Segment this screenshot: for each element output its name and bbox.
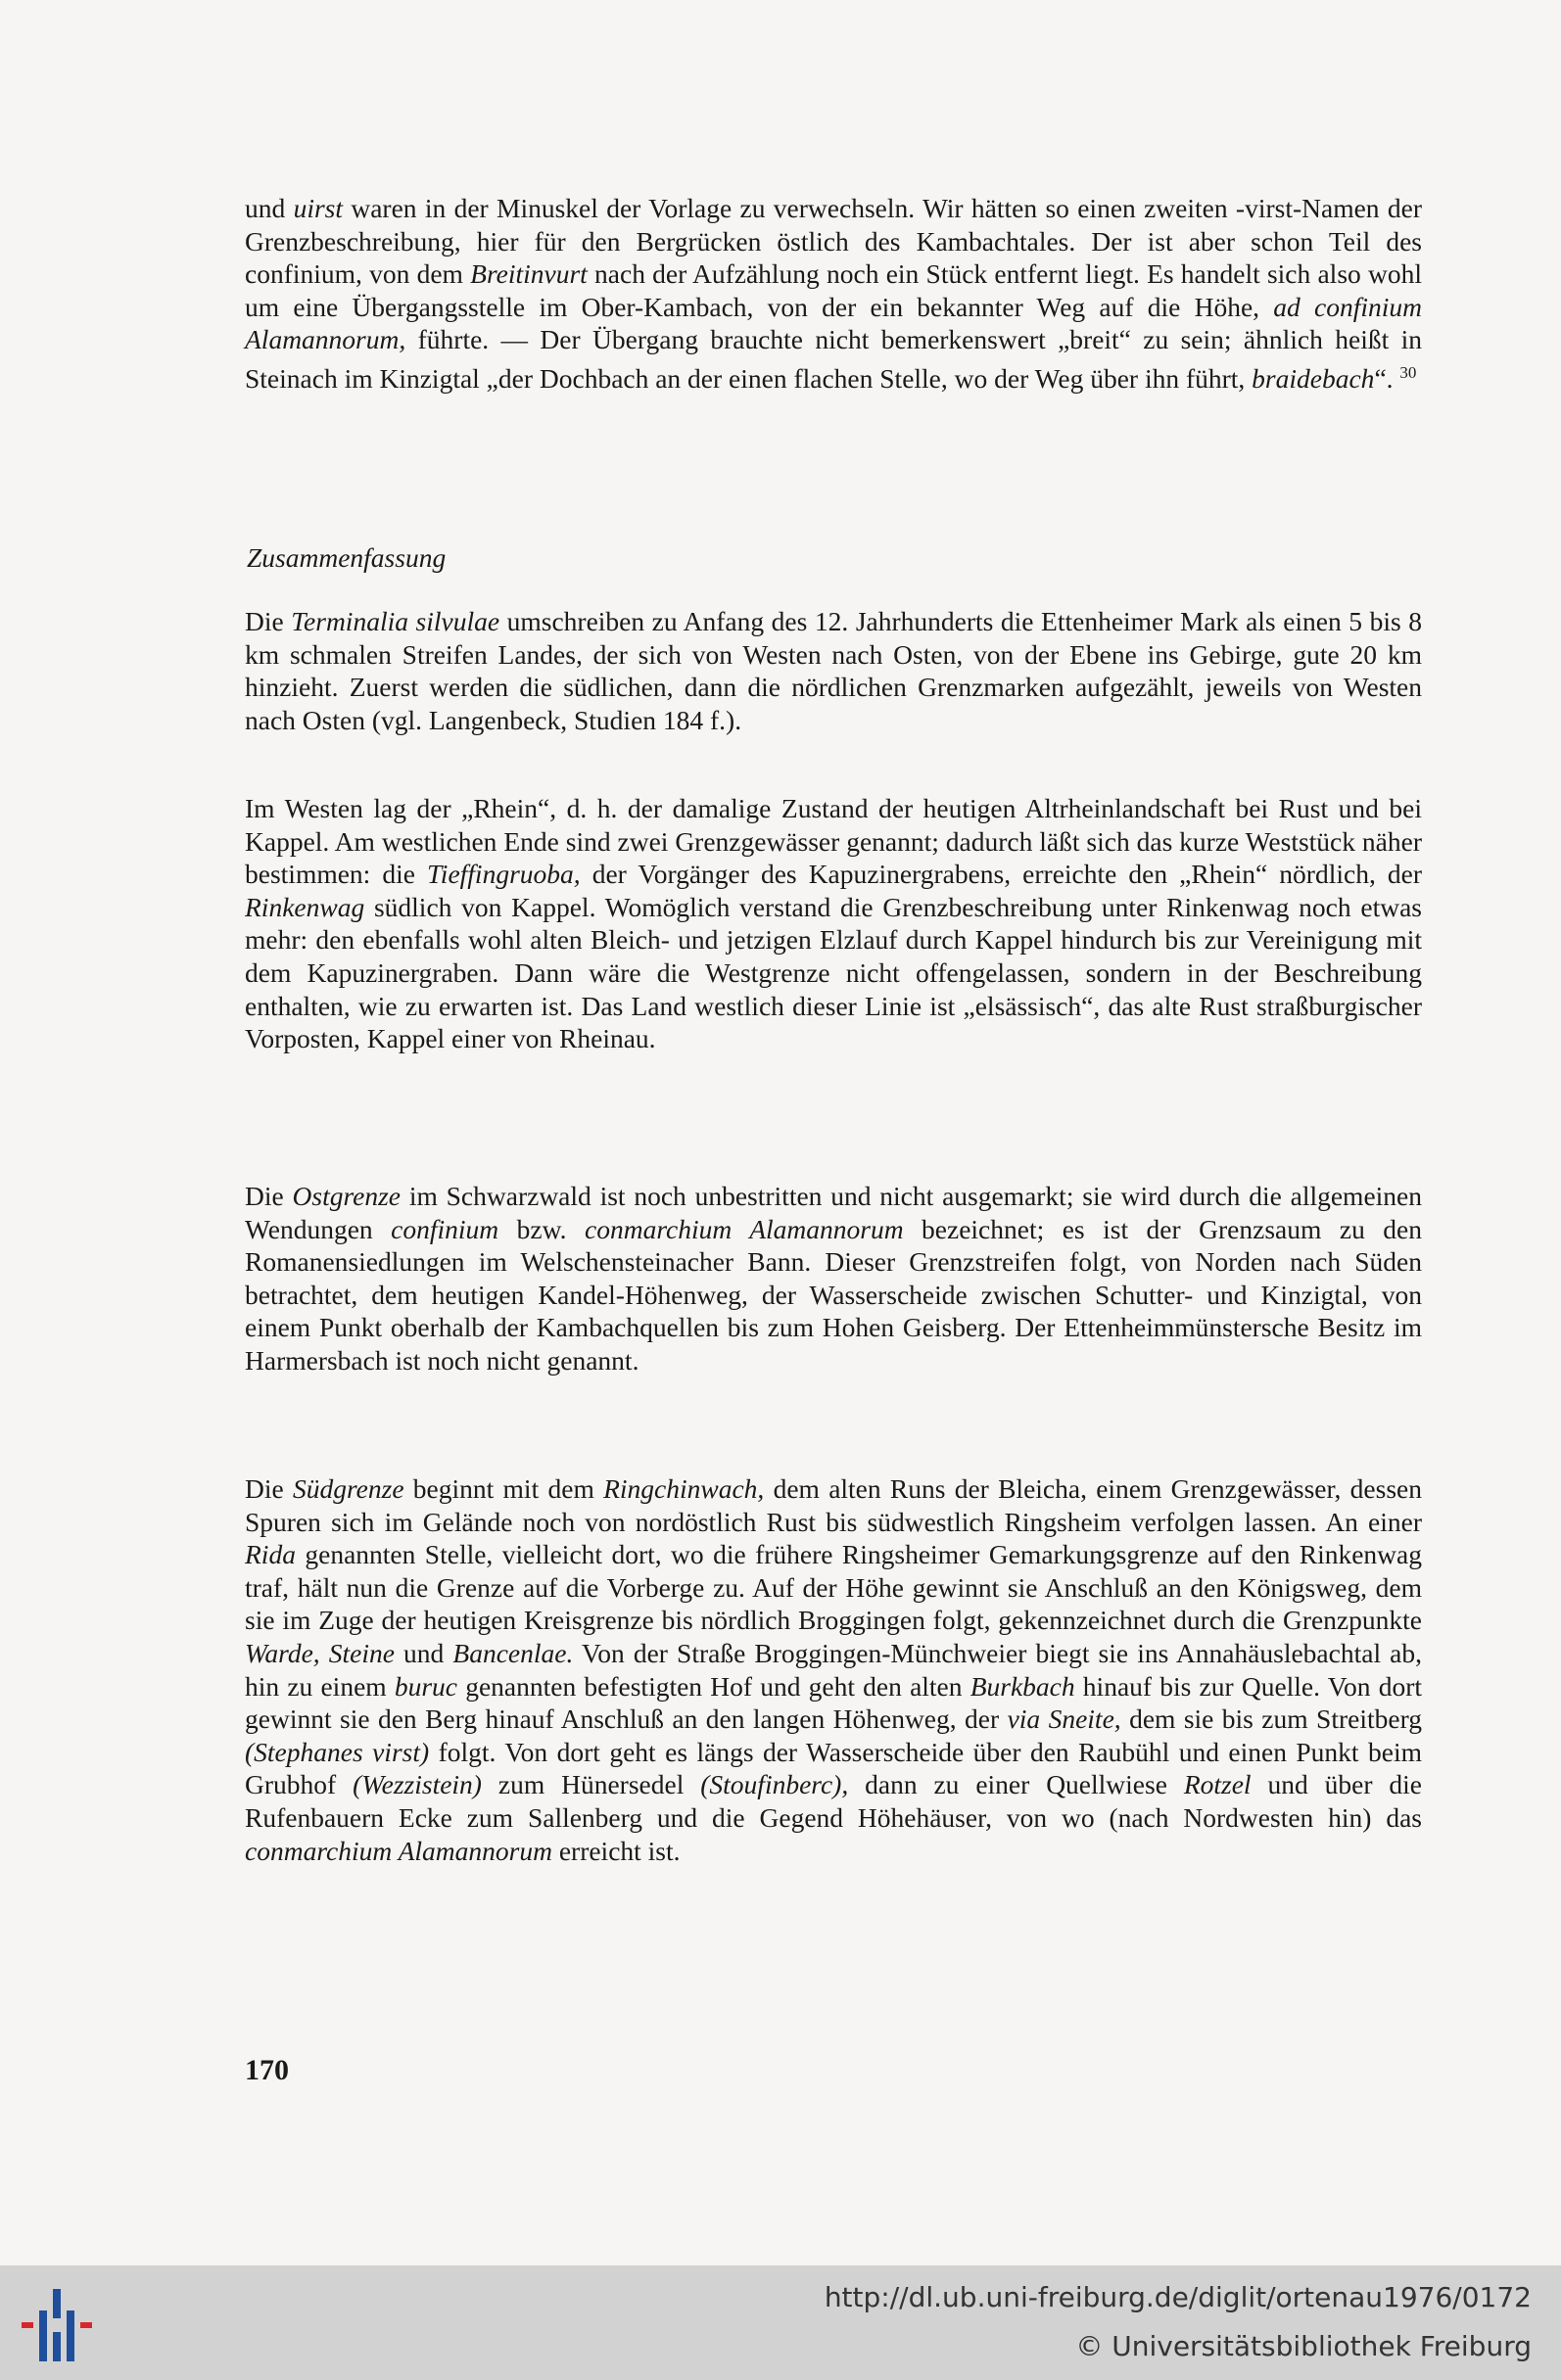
footer-url-link[interactable]: http://dl.ub.uni-freiburg.de/diglit/ortenau1976/0172 (824, 2281, 1532, 2313)
section-heading: Zusammenfassung (247, 542, 447, 573)
footer-copyright: © Universitätsbibliothek Freiburg (1075, 2330, 1532, 2362)
footnote-marker: 30 (1399, 362, 1417, 382)
paragraph-2: Im Westen lag der „Rhein“, d. h. der damalige Zustand der heutigen Altrheinlandschaft bei Rust und bei Kappel. Am westlichen Ende sind zwei Grenzgewässer genannt; dadurch läßt sich das kurze Weststück näher bestimmen: die Tieffingruoba, der Vorgänger des Kapuzinergrabens, erreichte den „Rhein“ nördlich, der Rinkenwag südlich von Kappel. Womöglich verstand die Grenzbeschreibung unter Rinkenwag noch etwas mehr: den ebenfalls wohl alten Bleich- und jetzigen Elzlauf durch Kappel hindurch bis zur Vereinigung mit dem Kapuzinergraben. Dann wäre die Westgrenze nicht offengelassen, sondern in der Beschreibung enthalten, wie zu erwarten ist. Das Land westlich dieser Linie ist „elsässisch“, das alte Rust straßburgischer Vorposten, Kappel einer von Rheinau. (245, 793, 1422, 1054)
paragraph-1: Die Terminalia silvulae umschreiben zu Anfang des 12. Jahrhunderts die Ettenheimer Mark als einen 5 bis 8 km schmalen Streifen Landes, der sich von Westen nach Osten, von der Ebene ins Gebirge, gute 20 km hinzieht. Zuerst werden die südlichen, dann die nördlichen Grenzmarken aufgezählt, jeweils von Westen nach Osten (vgl. Langenbeck, Studien 184 f.). (245, 606, 1422, 735)
ub-freiburg-logo-icon (18, 2283, 100, 2365)
paragraph-intro: und uirst waren in der Minuskel der Vorlage zu verwechseln. Wir hätten so einen zweiten -virst-Namen der Grenzbeschreibung, hier für den Bergrücken östlich des Kambachtales. Der ist aber schon Teil des confinium, von dem Breitinvurt nach der Aufzählung noch ein Stück entfernt liegt. Es handelt sich also wohl um eine Übergangsstelle im Ober-Kambach, von der ein bekannter Weg auf die Höhe, ad confinium Alamannorum, führte. — Der Übergang brauchte nicht bemerkenswert „breit“ zu sein; ähnlich heißt in Steinach im Kinzigtal „der Dochbach an der einen flachen Stelle, wo der Weg über ihn führt, braidebach“. $^{30}$ (245, 193, 1422, 395)
paragraph-4: Die Südgrenze beginnt mit dem Ringchinwach, dem alten Runs der Bleicha, einem Grenzgewässer, dessen Spuren sich im Gelände noch von nordöstlich Rust bis südwestlich Ringsheim verfolgen lassen. An einer Rida genannten Stelle, vielleicht dort, wo die frühere Ringsheimer Gemarkungsgrenze auf den Rinkenwag traf, hält nun die Grenze auf die Vorberge zu. Auf der Höhe gewinnt sie Anschluß an den Königsweg, dem sie im Zuge der heutigen Kreisgrenze bis nördlich Broggingen folgt, gekennzeichnet durch die Grenzpunkte Warde, Steine und Bancenlae. Von der Straße Broggingen-Münchweier biegt sie ins Annahäuslebachtal ab, hin zu einem buruc genannten befestigten Hof und geht den alten Burkbach hinauf bis zur Quelle. Von dort gewinnt sie den Berg hinauf Anschluß an den langen Höhenweg, der via Sneite, dem sie bis zum Streitberg (Stephanes virst) folgt. Von dort geht es längs der Wasserscheide über den Raubühl und einen Punkt beim Grubhof (Wezzistein) zum Hünersedel (Stoufinberc), dann zu einer Quellwiese Rotzel und über die Rufenbauern Ecke zum Sallenberg und die Gegend Höhehäuser, von wo (nach Nordwesten hin) das conmarchium Alamannorum erreicht ist. (245, 1473, 1423, 1866)
paragraph-3: Die Ostgrenze im Schwarzwald ist noch unbestritten und nicht ausgemarkt; sie wird durch die allgemeinen Wendungen confinium bzw. conmarchium Alamannorum bezeichnet; es ist der Grenzsaum zu den Romanensiedlungen im Welschensteinacher Bann. Dieser Grenzstreifen folgt, von Norden nach Süden betrachtet, dem heutigen Kandel-Höhenweg, der Wasserscheide zwischen Schutter- und Kinzigtal, von einem Punkt oberhalb der Kambachquellen bis zum Hohen Geisberg. Der Ettenheimmünstersche Besitz im Harmersbach ist noch nicht genannt. (245, 1181, 1422, 1376)
page-number: 170 (245, 2054, 289, 2086)
footer-bar (0, 2265, 1561, 2380)
